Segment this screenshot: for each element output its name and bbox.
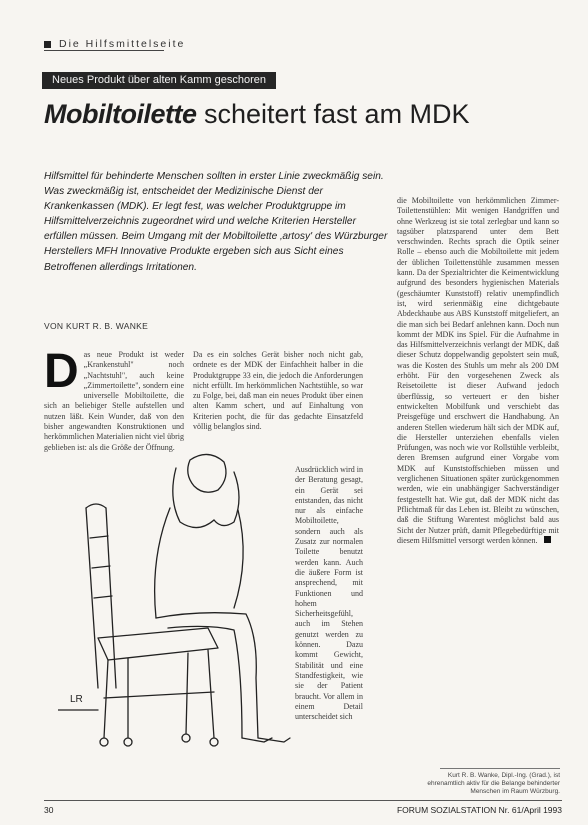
article-title: [44, 96, 470, 132]
drop-cap: D: [44, 345, 79, 398]
author-note-divider: [440, 768, 560, 769]
title-rest: scheitert fast am MDK: [196, 99, 470, 129]
rubric-text: Die Hilfsmittelseite: [59, 38, 186, 50]
kicker-banner: Neues Produkt über alten Kamm geschoren: [42, 72, 276, 89]
byline: VON KURT R. B. WANKE: [44, 321, 149, 331]
column-3-text: die Mobiltoilette von herkömmlichen Zimmer-Toilettenstühlen: Mit wenigen Handgriffen und ohne Werkzeug ist sie total zerlegbar und kann so tagsüber platzsparend unter dem Bett verschwinden. Rechts sprach die Optik seiner Rolle – ebenso auch die Mobiltoilette mit jedem der üblichen Toilettenstühle zusammen messen kann. Da der Spezialtrichter die Keimentwicklung aufgrund des besonders hygienischen Materials (geschäumter Kunststoff) relativ unempfindlich ist, wird serienmäßig eine dichtgebaute Abdeckhaube aus ABS Kunststoff mitgeliefert, an die man sich bei Bedarf anlehnen kann. Doch nun kommt der MDK ins Spiel. Für die Aufnahme in das Hilfsmittelverzeichnis verlangt der MDK, daß dieser Schutz doppelwandig gepolstert sein muß, was die Kosten des Stuhls um mehr als 200 DM erhöht. Für den vorgesehenen Zweck als Reisetoilette ist dieser Aufwand jedoch überflüssig, so verteuert er den bisher entwickelten Mobilfunk und verschiebt das Preisgefüge und erschwert die Handhabung. An anderen Stellen wiederum hält sich der MDK auf, die Hersteller unterziehen ebenfalls vielen Prüfungen, was noch wie vor Rollstühle verbleibt, deren Bremsen aufgrund einer Vorgabe vom MDK auf Kunststoffschieben müssen und verglichenen Situationen später zurückgenommen werden, wie ein unabhängiger Sachverständiger festgestellt hat. Wie gut, daß der MDK nicht das Pflichtmaß für das Leben ist. Bleibt zu wünschen, daß die Stiftung Warentest möglichst bald aus Sicht der Nutzer prüft, damit Pflegebedürftige mit diesem Hilfsmittel versorgt werden können.: [397, 196, 559, 545]
end-mark-icon: [544, 536, 551, 543]
column-2: Da es ein solches Gerät bisher noch nicht gab, ordnete es der MDK der Einfachheit halber in die Produktgruppe 33 ein, die jedoch die Anforderungen nicht erfüllt. Im herkömmlichen Nachtstühle, so war zu Folge, bei, daß man ein neues Produkt über einen alten Kamm schert, und auf Einhaltung von Kriterien pocht, die für das gedachte Einsatzfeld völlig belanglos sind.: [193, 350, 363, 432]
column-3: [397, 196, 559, 546]
footer-rule: [44, 800, 562, 801]
lead-paragraph: Hilfsmittel für behinderte Menschen sollten in erster Linie zweckmäßig sein. Was zweckmäßig ist, entscheidet der Medizinische Dienst der Krankenkassen (MDK). Er legt fest, was welcher Produktgruppe im Hilfsmittelverzeichnis zugeordnet wird und welche Kriterien Hersteller erfüllen müssen. Beim Umgang mit der Mobiltoilette ‚artosy' des Würzburger Herstellers MFH Innovative Produkte ergeben sich aus Sicht eines Betroffenen allerdings Irritationen.: [44, 171, 388, 273]
rubric-divider: [44, 50, 164, 51]
author-note: Kurt R. B. Wanke, Dipl.-Ing. (Grad.), ist ehrenamtlich aktiv für die Belange behinderter Menschen im Raum Würzburg.: [427, 772, 560, 795]
journal-footer: FORUM SOZIALSTATION Nr. 61/April 1993: [396, 805, 562, 815]
illustration-signature: LR: [70, 694, 83, 705]
person-on-toilet-chair-illustration: [58, 438, 293, 758]
square-bullet-icon: [44, 41, 51, 48]
column-2-wrap: Ausdrücklich wird in der Beratung gesagt, ein Gerät sei entstanden, das nicht nur als einfache Mobiltoilette, sondern auch als Zusatz zur normalen Toilette benutzt werden kann. Auch die äußere Form ist ansprechend, mit Funktionen und hohem Sicherheitsgefühl, auch im Stehen genutzt werden zu können. Dazu kommt Gewicht, Stabilität und eine Standfestigkeit, wie sie der Patient braucht. Vor allem in einem Detail unterscheidet sich: [295, 465, 363, 722]
page-number: 30: [44, 805, 54, 815]
title-bold: Mobiltoilette: [44, 99, 197, 129]
rubric-header: [44, 38, 185, 50]
column-1-text: as neue Produkt ist weder „Krankenstuhl" noch „Nachtstuhl", auch keine „Zimmertoilette", sondern eine universelle Mobiltoilette, die sich an beliebiger Stelle aufstellen und nutzen läßt. Kein Wunder, daß von den bisher angewandten Konstruktionen und herkömmlichen Materialien nicht viel übrig geblieben ist: als die Größe der Öffnung.: [44, 350, 184, 452]
